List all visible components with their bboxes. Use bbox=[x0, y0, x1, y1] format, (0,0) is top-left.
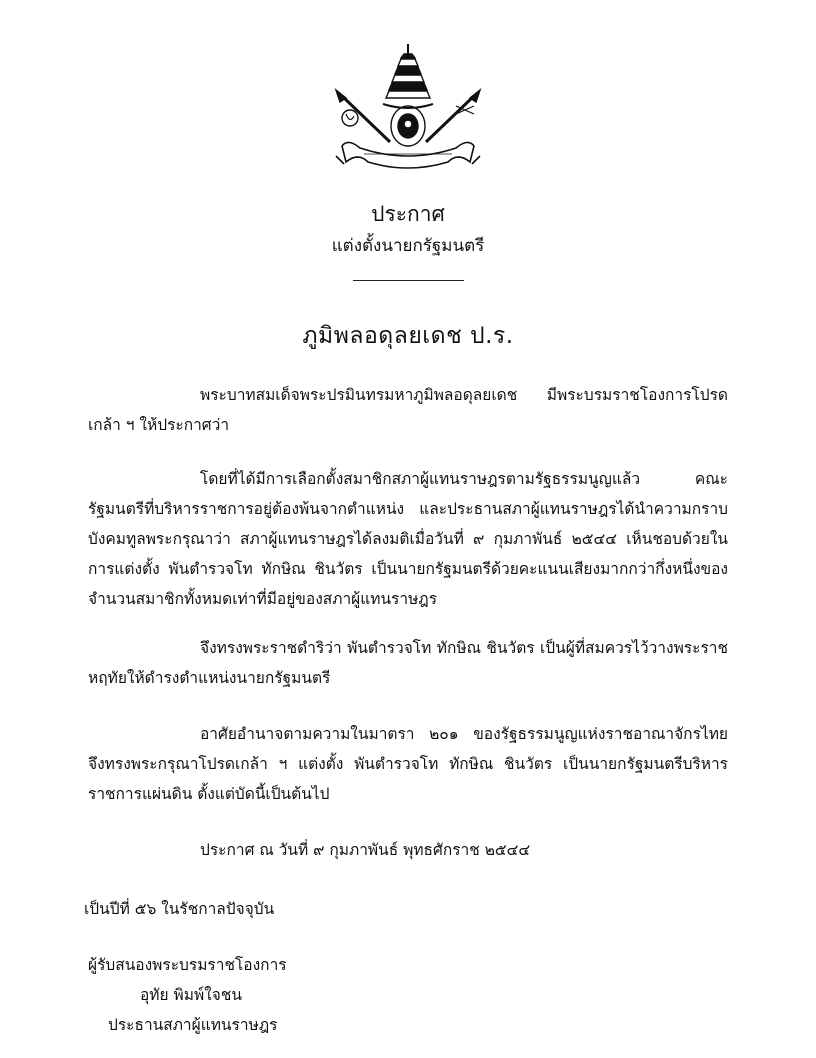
countersign-position: ประธานสภาผู้แทนราษฎร bbox=[108, 1016, 278, 1034]
countersign-name: อุทัย พิมพ์ใจชน bbox=[140, 986, 242, 1004]
title-divider bbox=[353, 280, 464, 281]
announcement-subtitle: แต่งตั้งนายกรัฐมนตรี bbox=[331, 236, 485, 256]
paragraph-royal-command: พระบาทสมเด็จพระปรมินทรมหาภูมิพลอดุลยเดช มีพระบรมราชโองการโปรดเกล้า ฯ ให้ประกาศว่า bbox=[88, 386, 728, 434]
paragraph-election-background: โดยที่ได้มีการเลือกตั้งสมาชิกสภาผู้แทนราษฎรตามรัฐธรรมนูญแล้ว คณะรัฐมนตรีที่บริหารราชการอยู่ต้องพ้นจากตำแหน่ง และประธานสภาผู้แทนราษฎรได้นำความกราบบังคมทูลพระกรุณาว่า สภาผู้แทนราษฎรได้ลงมติเมื่อวันที่ ๙ กุมภาพันธ์ ๒๕๔๔ เห็นชอบด้วยในการแต่งตั้ง พันตำรวจโท ทักษิณ ชินวัตร เป็นนายกรัฐมนตรีด้วยคะแนนเสียงมากกว่ากึ่งหนึ่งของจำนวนสมาชิกทั้งหมดเท่าที่มีอยู่ของสภาผู้แทนราษฎร bbox=[88, 470, 728, 608]
announcement-title: ประกาศ bbox=[371, 202, 445, 226]
reign-year: เป็นปีที่ ๕๖ ในรัชกาลปัจจุบัน bbox=[84, 900, 275, 918]
countersign-title: ผู้รับสนองพระบรมราชโองการ bbox=[88, 956, 287, 974]
paragraph-appointment: อาศัยอำนาจตามความในมาตรา ๒๐๑ ของรัฐธรรมนูญแห่งราชอาณาจักรไทย จึงทรงพระกรุณาโปรดเกล้า ฯ แต่งตั้ง พันตำรวจโท ทักษิณ ชินวัตร เป็นนายกรัฐมนตรีบริหารราชการแผ่นดิน ตั้งแต่บัดนี้เป็นต้นไป bbox=[88, 725, 728, 803]
royal-seal-icon bbox=[328, 40, 488, 180]
paragraph-announcement-date: ประกาศ ณ วันที่ ๙ กุมภาพันธ์ พุทธศักราช ๒๕๔๔ bbox=[200, 841, 531, 859]
royal-signature-name: ภูมิพลอดุลยเดช ป.ร. bbox=[302, 323, 514, 349]
paragraph-royal-consideration: จึงทรงพระราชดำริว่า พันตำรวจโท ทักษิณ ชินวัตร เป็นผู้ที่สมควรไว้วางพระราชหฤทัยให้ดำรงตำแหน่งนายกรัฐมนตรี bbox=[88, 639, 728, 687]
